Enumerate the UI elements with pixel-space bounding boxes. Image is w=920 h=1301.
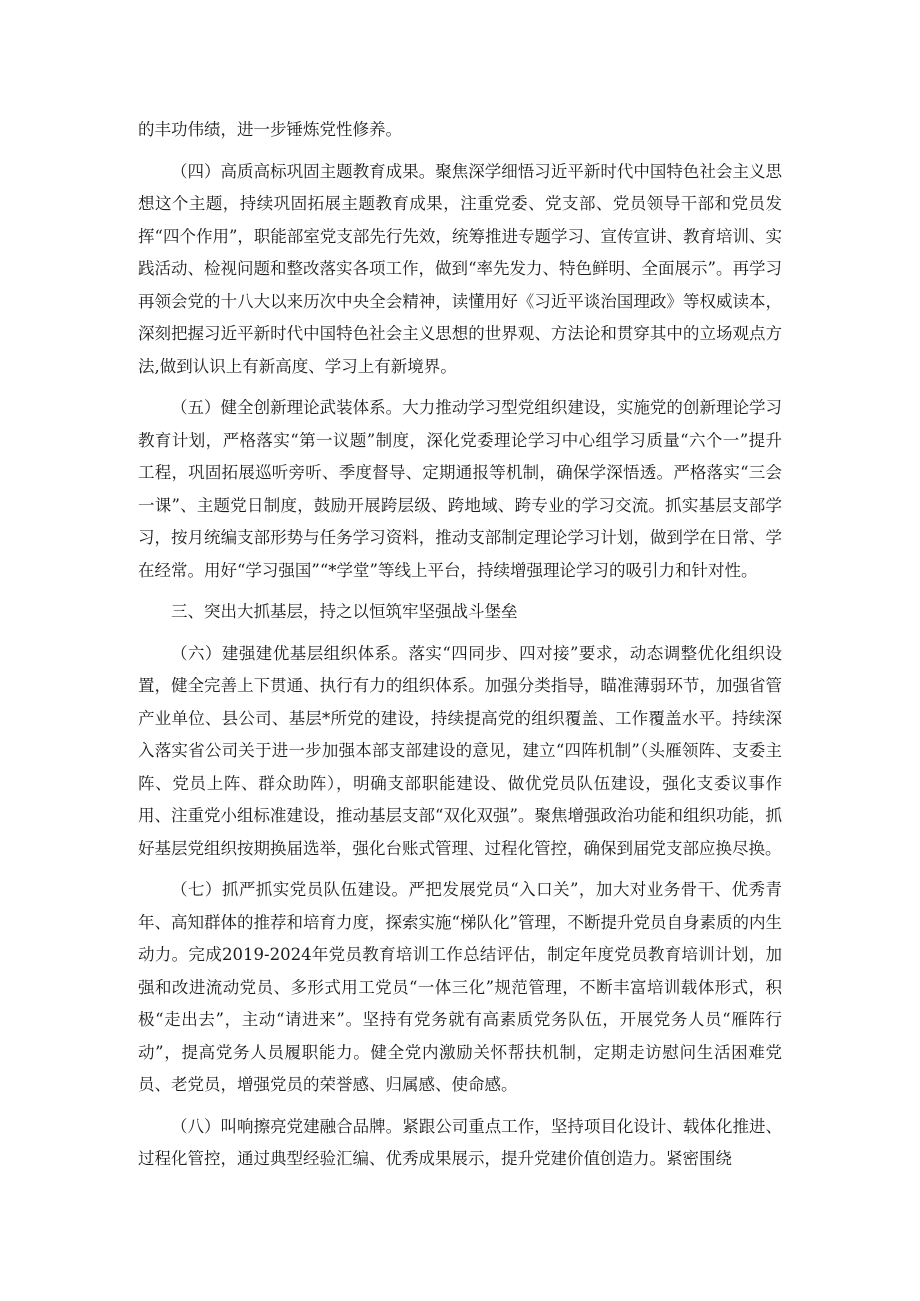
paragraph-section-8: （八）叫响擦亮党建融合品牌。紧跟公司重点工作，坚持项目化设计、载体化推进、过程化管控，通过典型经验汇编、优秀成果展示，提升党建价值创造力。紧密围绕: [138, 1116, 782, 1168]
document-body: [138, 114, 782, 1185]
paragraph-section-5: （五）健全创新理论武装体系。大力推动学习型党组织建设，实施党的创新理论学习教育计划，严格落实“第一议题”制度，深化党委理论学习中心组学习质量“六个一”提升工程，巩固拓展巡听旁听、季度督导、定期通报等机制，确保学深悟透。严格落实“三会一课”、主题党日制度，鼓励开展跨层级、跨地域、跨专业的学习交流。抓实基层支部学习，按月统编支部形势与任务学习资料，推动支部制定理论学习计划，做到学在日常、学在经常。用好“学习强国”“*学堂”等线上平台，持续增强理论学习的吸引力和针对性。: [138, 398, 782, 580]
paragraph-section-7: （七）抓严抓实党员队伍建设。严把发展党员“入口关”，加大对业务骨干、优秀青年、高知群体的推荐和培育力度，探索实施“梯队化”管理，不断提升党员自身素质的内生动力。完成2019-2024年党员教育培训工作总结评估，制定年度党员教育培训计划，加强和改进流动党员、多形式用工党员“一体三化”规范管理，不断丰富培训载体形式，积极“走出去”，主动“请进来”。坚持有党务就有高素质党务队伍，开展党务人员“雁阵行动”，提高党务人员履职能力。健全党内激励关怀帮扶机制，定期走访慰问生活困难党员、老党员，增强党员的荣誉感、归属感、使命感。: [138, 880, 782, 1094]
paragraph-section-4: （四）高质高标巩固主题教育成果。聚焦深学细悟习近平新时代中国特色社会主义思想这个主题，持续巩固拓展主题教育成果，注重党委、党支部、党员领导干部和党员发挥“四个作用”，职能部室党支部先行先效，统筹推进专题学习、宣传宣讲、教育培训、实践活动、检视问题和整改落实各项工作，做到“率先发力、特色鲜明、全面展示”。再学习再领会党的十八大以来历次中央全会精神，读懂用好《习近平谈治国理政》等权威读本，深刻把握习近平新时代中国特色社会主义思想的世界观、方法论和贯穿其中的立场观点方法,做到认识上有新高度、学习上有新境界。: [138, 161, 782, 376]
heading-part-3: 三、突出大抓基层，持之以恒筑牢坚强战斗堡垒: [171, 602, 518, 621]
paragraph-continuation: 的丰功伟绩，进一步锤炼党性修养。: [138, 120, 402, 139]
paragraph-section-6: （六）建强建优基层组织体系。落实“四同步、四对接”要求，动态调整优化组织设置，健全完善上下贯通、执行有力的组织体系。加强分类指导，瞄准薄弱环节，加强省管产业单位、县公司、基层*所党的建设，持续提高党的组织覆盖、工作覆盖水平。持续深入落实省公司关于进一步加强本部支部建设的意见，建立“四阵机制”（头雁领阵、支委主阵、党员上阵、群众助阵），明确支部职能建设、做优党员队伍建设，强化支委议事作用、注重党小组标准建设，推动基层支部“双化双强”。聚焦增强政治功能和组织功能，抓好基层党组织按期换届选举，强化台账式管理、过程化管控，确保到届党支部应换尽换。: [138, 643, 782, 858]
